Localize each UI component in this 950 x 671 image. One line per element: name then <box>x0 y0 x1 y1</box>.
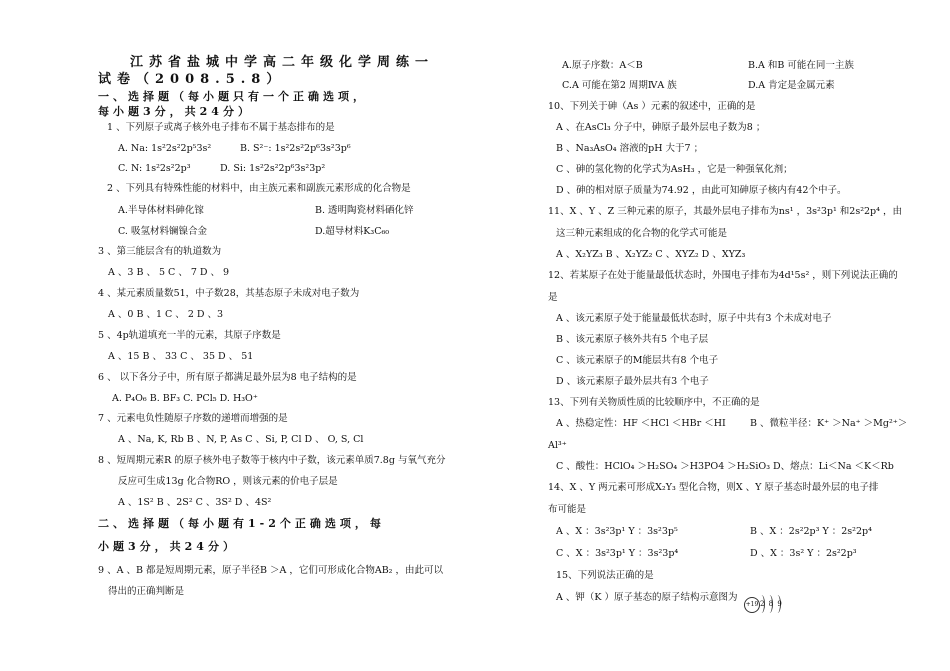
exam-title-line2: 试卷（2008.5.8） <box>98 72 286 87</box>
right-column <box>470 0 950 671</box>
q14-option-b: B 、X ：2s²2p³ Y ：2s²2p⁴ <box>750 526 872 537</box>
q15-option-a: A 、钾（K ）原子基态的原子结构示意图为 <box>556 592 738 603</box>
question-8-line2: 反应可生成13g 化合物RO ，则该元素的价电子层是 <box>118 476 338 487</box>
question-10: 10、下列关于砷（As ）元素的叙述中，正确的是 <box>548 101 756 112</box>
question-14-line2: 布可能是 <box>548 504 587 515</box>
q5-options: A 、15 B 、 33 C 、 35 D 、 51 <box>108 351 254 362</box>
q1-option-a: A. Na: 1s²2s²2p⁵3s² <box>118 143 212 154</box>
question-9-line1: 9 、A 、B 都是短周期元素，原子半径B ＞A ，它们可形成化合物AB₂ ，由此可以 <box>98 565 443 576</box>
question-9-line2: 得出的正确判断是 <box>108 586 185 597</box>
q13-options-c-d: C 、酸性：HClO₄ ＞H₂SO₄ ＞H3PO4 ＞H₂SiO₃ D、熔点：Li＜Na ＜K＜Rb <box>556 461 894 472</box>
atom-nucleus: +19 <box>744 597 760 613</box>
q12-option-c: C 、该元素原子的M能层共有8 个电子 <box>556 355 719 366</box>
q13-option-b: B 、微粒半径：K⁺ ＞Na⁺ ＞Mg²⁺＞ <box>750 418 908 429</box>
q9-option-b: B.A 和B 可能在同一主族 <box>748 60 854 71</box>
q10-option-a: A 、在AsCl₃ 分子中，砷原子最外层电子数为8 ； <box>556 122 766 133</box>
q2-option-b: B. 透明陶瓷材料硒化锌 <box>315 205 414 216</box>
q10-option-b: B 、Na₃AsO₄ 溶液的pH 大于7 ； <box>556 143 704 154</box>
q9-option-c: C.A 可能在第2 周期ⅣA 族 <box>562 80 677 91</box>
q12-option-b: B 、该元素原子核外共有5 个电子层 <box>556 334 709 345</box>
q11-options: A 、X₂YZ₃ B 、X₂YZ₂ C 、XYZ₂ D 、XYZ₃ <box>556 249 746 260</box>
q9-option-a: A.原子序数：A＜B <box>562 60 643 71</box>
question-8-line1: 8 、短周期元素R 的原子核外电子数等于核内中子数，该元素单质7.8g 与氧气充分 <box>98 455 446 466</box>
question-12-line2: 是 <box>548 292 558 303</box>
q2-option-d: D.超导材料K₃C₆₀ <box>315 226 390 237</box>
section2-heading-line2: 小题3分，共24分） <box>98 540 238 553</box>
question-11-line2: 这三种元素组成的化合物的化学式可能是 <box>556 228 728 239</box>
q14-option-c: C 、X ：3s²3p¹ Y ：3s²3p⁴ <box>556 548 679 559</box>
question-1: 1 、下列原子或离子核外电子排布不属于基态排布的是 <box>107 122 335 133</box>
q7-options: A 、Na, K, Rb B 、N, P, As C 、Si, P, Cl D 、 O, S, Cl <box>118 434 364 445</box>
q2-option-c: C. 吸氢材料镧镍合金 <box>118 226 207 237</box>
question-7: 7 、元素电负性随原子序数的递增而增强的是 <box>98 413 288 424</box>
q14-option-a: A 、X ：3s²3p¹ Y ：3s²3p⁵ <box>556 526 678 537</box>
question-12-line1: 12、若某原子在处于能量最低状态时，外围电子排布为4d¹5s² ，则下列说法正确的 <box>548 270 898 281</box>
q6-options: A. P₄O₆ B. BF₃ C. PCl₅ D. H₃O⁺ <box>112 393 258 404</box>
question-15: 15、下列说法正确的是 <box>556 570 654 581</box>
question-2: 2 、下列具有特殊性能的材料中，由主族元素和副族元素形成的化合物是 <box>107 183 411 194</box>
section1-heading-line1: 一、选择题（每小题只有一个正确选项， <box>98 90 368 103</box>
q14-option-d: D 、X ：3s² Y ：2s²2p³ <box>750 548 857 559</box>
question-6: 6 、 以下各分子中，所有原子都满足最外层为8 电子结构的是 <box>98 372 357 383</box>
atom-shell-electrons: 2 8 9 <box>760 600 783 608</box>
q10-option-c: C 、砷的氢化物的化学式为AsH₃ ，它是一种强氧化剂； <box>556 164 793 175</box>
question-13: 13、下列有关物质性质的比较顺序中，不正确的是 <box>548 397 760 408</box>
q1-option-b: B. S²⁻: 1s²2s²2p⁶3s²3p⁶ <box>240 143 351 154</box>
q9-option-d: D.A 肯定是金属元素 <box>748 80 835 91</box>
q1-option-c: C. N: 1s²2s²2p³ <box>118 163 191 174</box>
section1-heading-line2: 每小题3分，共24分） <box>98 105 253 118</box>
q3-options: A 、3 B 、 5 C 、 7 D 、 9 <box>108 267 230 278</box>
question-11-line1: 11、X 、Y 、Z 三种元素的原子，其最外层电子排布为ns¹ ，3s²3p¹ 和2s²2p⁴ ，由 <box>548 206 902 217</box>
exam-title-line1: 江苏省盐城中学高二年级化学周练一 <box>130 55 435 70</box>
q2-option-a: A.半导体材料砷化镓 <box>118 205 204 216</box>
section2-heading-line1: 二、选择题（每小题有1-2个正确选项，每 <box>98 517 385 530</box>
q10-option-d: D 、砷的相对原子质量为74.92 ，由此可知砷原子核内有42个中子。 <box>556 185 847 196</box>
q12-option-a: A 、该元素原子处于能量最低状态时，原子中共有3 个未成对电子 <box>556 313 832 324</box>
question-14-line1: 14、X 、Y 两元素可形成X₂Y₃ 型化合物，则X 、Y 原子基态时最外层的电子排 <box>548 482 879 493</box>
question-5: 5 、4p轨道填充一半的元素，其原子序数是 <box>98 330 281 341</box>
q13-option-a: A 、热稳定性：HF ＜HCl ＜HBr ＜HI <box>556 418 726 429</box>
q13-option-b-continued: Al³⁺ <box>548 440 567 451</box>
q8-options: A 、1S² B 、2S² C 、3S² D 、4S² <box>118 497 272 508</box>
q1-option-d: D. Si: 1s²2s²2p⁶3s²3p² <box>220 163 326 174</box>
q12-option-d: D 、该元素原子最外层共有3 个电子 <box>556 376 709 387</box>
q4-options: A 、0 B 、1 C 、 2 D 、3 <box>108 309 224 320</box>
potassium-atom-structure-diagram <box>744 597 794 615</box>
left-column <box>0 0 470 671</box>
question-4: 4 、某元素质量数51，中子数28，其基态原子未成对电子数为 <box>98 288 360 299</box>
question-3: 3 、第三能层含有的轨道数为 <box>98 246 222 257</box>
